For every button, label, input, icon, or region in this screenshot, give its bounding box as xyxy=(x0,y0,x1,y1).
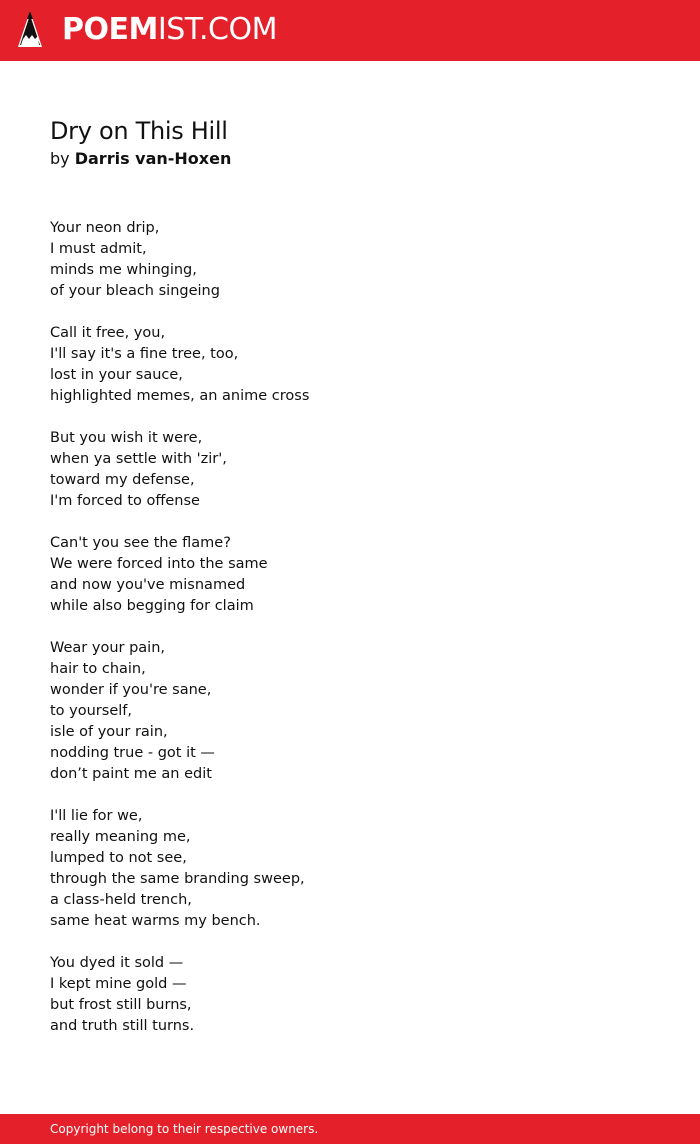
byline xyxy=(50,148,231,170)
poem-line: and now you've misnamed xyxy=(50,577,246,593)
poem-title: Dry on This Hill xyxy=(50,117,228,145)
poem-line: isle of your rain, xyxy=(50,724,168,740)
poem-line: minds me whinging, xyxy=(50,262,197,278)
stanza xyxy=(50,323,650,407)
poem-line: wonder if you're sane, xyxy=(50,682,212,698)
poem-line: a class-held trench, xyxy=(50,892,192,908)
poem-line: toward my defense, xyxy=(50,472,195,488)
poem-line: and truth still turns. xyxy=(50,1018,195,1034)
copyright-text: Copyright belong to their respective owners. xyxy=(50,1122,319,1136)
poem-line: highlighted memes, an anime cross xyxy=(50,388,310,404)
pencil-icon xyxy=(16,9,44,51)
poem-line: lumped to not see, xyxy=(50,850,187,866)
poem-line: but frost still burns, xyxy=(50,997,192,1013)
poem-line: really meaning me, xyxy=(50,829,191,845)
stanza xyxy=(50,428,650,512)
poem-line: I kept mine gold — xyxy=(50,976,187,992)
logo-text-bold: POEM xyxy=(62,12,158,47)
logo-text-light: IST.COM xyxy=(157,12,277,47)
site-footer xyxy=(0,1114,700,1144)
poem-line: don’t paint me an edit xyxy=(50,766,212,782)
poem-line: I'll lie for we, xyxy=(50,808,143,824)
poem-line: You dyed it sold — xyxy=(50,955,184,971)
site-header xyxy=(0,0,700,61)
poem-line: Your neon drip, xyxy=(50,220,160,236)
poem-line: of your bleach singeing xyxy=(50,283,220,299)
stanza xyxy=(50,638,650,785)
poem-line: to yourself, xyxy=(50,703,132,719)
poem-line: I'm forced to offense xyxy=(50,493,200,509)
poem-line: Wear your pain, xyxy=(50,640,165,656)
poem-line: But you wish it were, xyxy=(50,430,203,446)
poem-line: hair to chain, xyxy=(50,661,146,677)
poem-line: when ya settle with 'zir', xyxy=(50,451,227,467)
stanza xyxy=(50,533,650,617)
poem-line: while also begging for claim xyxy=(50,598,254,614)
stanza xyxy=(50,218,650,302)
poem-line: I'll say it's a fine tree, too, xyxy=(50,346,239,362)
poem-line: Can't you see the flame? xyxy=(50,535,231,551)
poem-line: Call it free, you, xyxy=(50,325,166,341)
stanza xyxy=(50,806,650,932)
poem-line: lost in your sauce, xyxy=(50,367,183,383)
poem-line: through the same branding sweep, xyxy=(50,871,305,887)
by-label: by xyxy=(50,149,70,168)
logo-text xyxy=(62,10,277,50)
poem-line: same heat warms my bench. xyxy=(50,913,261,929)
stanza xyxy=(50,953,650,1037)
poem-body xyxy=(50,218,650,1058)
poem-line: nodding true - got it — xyxy=(50,745,215,761)
poem-line: I must admit, xyxy=(50,241,147,257)
author-link[interactable]: Darris van-Hoxen xyxy=(74,149,232,168)
poem-line: We were forced into the same xyxy=(50,556,268,572)
